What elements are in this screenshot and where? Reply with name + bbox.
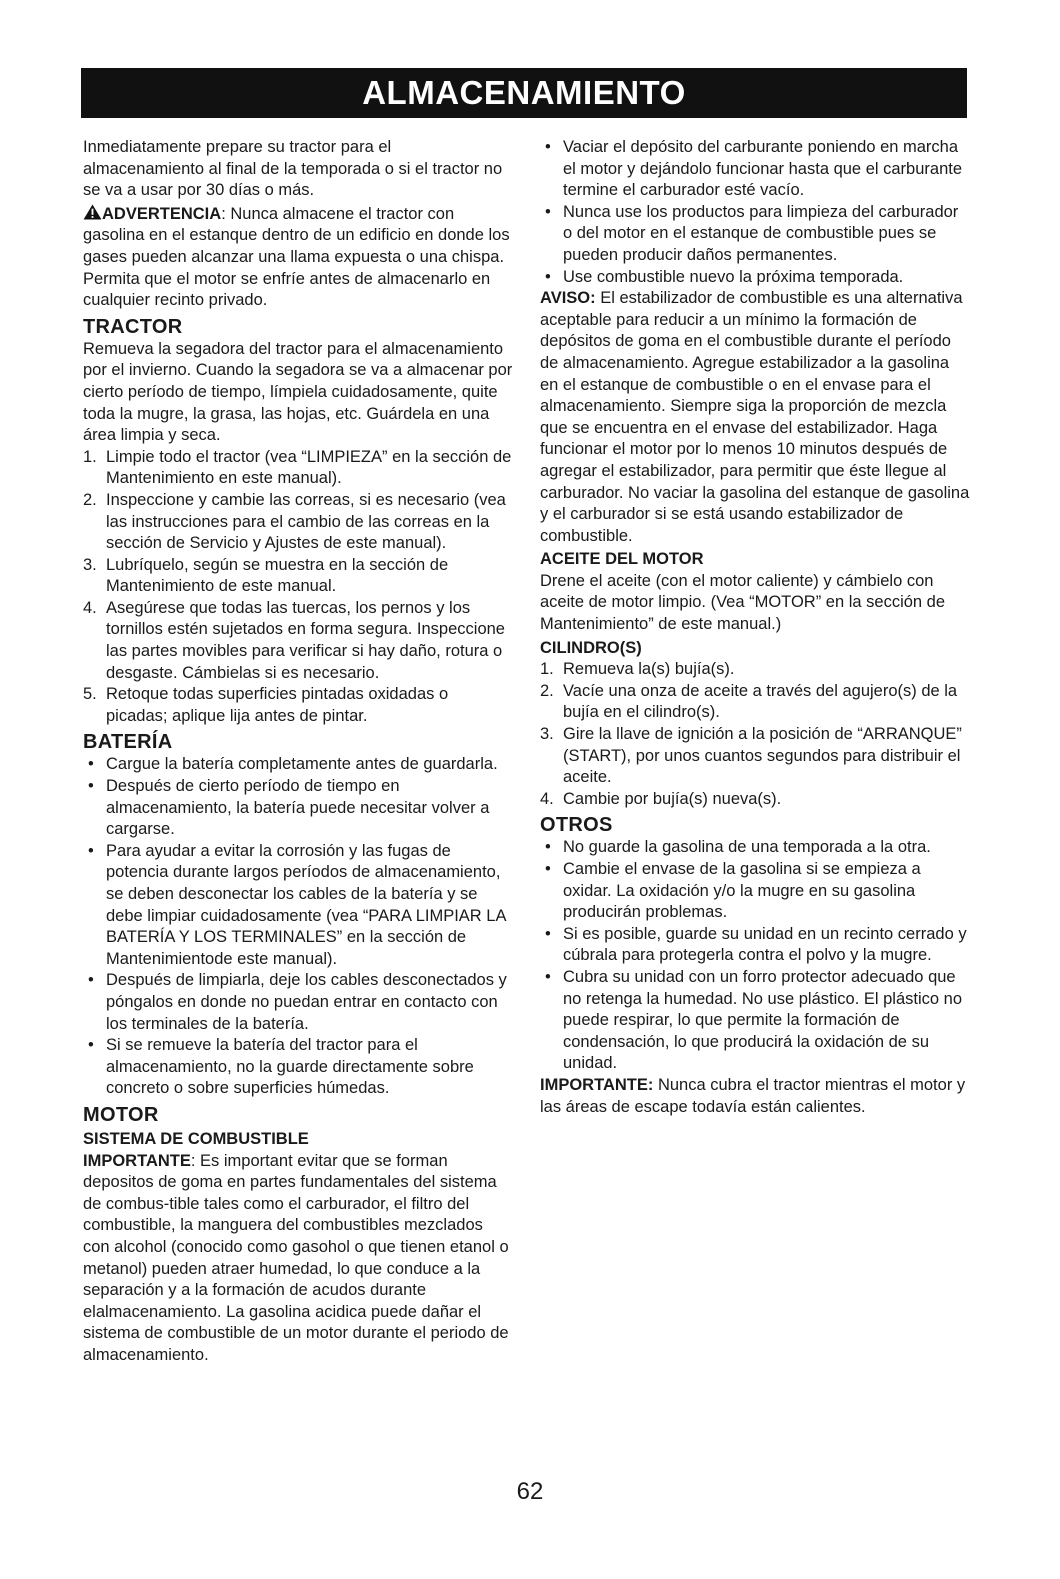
- step-text: Limpie todo el tractor (vea “LIMPIEZA” en la sección de Mantenimiento en este manual).: [106, 447, 512, 488]
- step-number: 5.: [83, 685, 97, 704]
- step-number: 2.: [540, 681, 554, 700]
- motor-bullets: [540, 137, 970, 288]
- fuel-system-subheading: SISTEMA DE COMBUSTIBLE: [83, 1129, 309, 1148]
- list-item: • Cubra su unidad con un forro protector adecuado que no retenga la humedad. No use plástico. El plástico no puede respirar, lo que permite la formación de condensación, lo que producirá la oxidación de su unidad.: [545, 967, 962, 1073]
- list-item: [540, 659, 970, 681]
- engine-oil-heading: ACEITE DEL MOTOR: [540, 550, 704, 569]
- step-number: 2.: [83, 490, 97, 509]
- list-item: • Para ayudar a evitar la corrosión y las fugas de potencia durante largos períodos de almacenamiento, se deben desconectar los cables de la batería y se debe limpiar cuidadosamente (vea “PARA LIMPIAR LA BATERÍA Y LOS TERMINALES” en la sección de Mantenimientode este manual).: [88, 841, 506, 968]
- list-item: • Después de limpiarla, deje los cables desconectados y póngalos en donde no puedan entrar en contacto con los terminales de la batería.: [88, 971, 507, 1033]
- page-number: 62: [516, 1478, 544, 1505]
- important-label: IMPORTANTE:: [540, 1075, 654, 1094]
- step-text: Cambie por bujía(s) nueva(s).: [563, 789, 782, 808]
- step-number: 4.: [540, 789, 554, 808]
- bullet-text: Si es posible, guarde su unidad en un recinto cerrado y cúbrala para protegerla contra el polvo y la mugre.: [563, 924, 967, 965]
- notice-paragraph: [540, 288, 970, 547]
- engine-oil-paragraph: Drene el aceite (con el motor caliente) y cámbielo con aceite de motor limpio. (Vea “MOTOR” en la sección de Mantenimiento” de este manual.): [540, 571, 946, 634]
- important-text: Nunca cubra el tractor mientras el motor y las áreas de escape todavía están calientes.: [540, 1075, 966, 1116]
- important-text: : Es important evitar que se forman depositos de goma en partes fundamentales del sistema de combus-tible tales como el carburador, el filtro del combustible, la manguera del combustibles mezclados con alcohol (conocido como gasohol o que tienen etanol o metanol) pueden atraer humedad, lo que conduce a la separación y a la formación de acudos durante elalmacenamiento. La gasolina acidica puede dañar el sistema de combustible de un motor durante el periodo de almacenamiento.: [83, 1151, 509, 1364]
- step-text: Asegúrese que todas las tuercas, los pernos y los tornillos estén sujetados en forma segura. Inspeccione las partes movibles para verificar si hay daño, rotura o desgaste. Cámbielas si es necesario.: [106, 598, 505, 682]
- tractor-paragraph: Remueva la segadora del tractor para el almacenamiento por el invierno. Cuando la segadora se va a almacenar por cierto período de tiempo, límpiela cuidadosamente, quite toda la mugre, la grasa, las hojas, etc. Guárdela en una área limpia y seca.: [83, 339, 513, 445]
- step-number: 3.: [540, 725, 554, 744]
- step-number: 3.: [83, 555, 97, 574]
- bullet-text: Para ayudar a evitar la corrosión y las fugas de potencia durante largos períodos de almacenamiento, se deben desconectar los cables de la batería y se debe limpiar cuidadosamente (vea “PARA LIMPIAR LA BATERÍA Y LOS TERMINALES” en la sección de Mantenimientode este manual).: [106, 841, 506, 968]
- bullet-text: Nunca use los productos para limpieza del carburador o del motor en el estanque de combustible pues se pueden producir daños permanentes.: [563, 202, 959, 264]
- step-number: 1.: [83, 447, 97, 466]
- step-text: Vacíe una onza de aceite a través del agujero(s) de la bujía en el cilindro(s).: [563, 681, 958, 722]
- warning-text: : Nunca almacene el tractor con gasolina en el estanque dentro de un edificio en donde los gases pueden alcanzar una llama expuesta o una chispa. Permita que el motor se enfríe antes de almacenarlo en cualquier recinto privado.: [83, 204, 510, 310]
- bullet-text: Después de limpiarla, deje los cables desconectados y póngalos en donde no puedan entrar en contacto con los terminales de la batería.: [106, 971, 507, 1033]
- cylinders-steps: [540, 659, 970, 810]
- list-item: • No guarde la gasolina de una temporada a la otra.: [545, 838, 931, 857]
- step-text: Inspeccione y cambie las correas, si es necesario (vea las instrucciones para el cambio de las correas en la sección de Servicio y Ajustes de este manual).: [106, 490, 506, 553]
- list-item: • Después de cierto período de tiempo en almacenamiento, la batería puede necesitar volver a cargarse.: [88, 777, 490, 839]
- notice-label: AVISO:: [540, 289, 596, 308]
- bullet-text: Cambie el envase de la gasolina si se empieza a oxidar. La oxidación y/o la mugre en su gasolina producirán problemas.: [563, 860, 921, 922]
- motor-important-paragraph: [83, 1151, 513, 1367]
- list-item: [540, 789, 970, 811]
- list-item: [83, 490, 513, 555]
- bateria-bullets: [83, 754, 513, 1100]
- list-item: • Si se remueve la batería del tractor para el almacenamiento, no la guarde directamente sobre concreto o sobre superficies húmedas.: [88, 1036, 474, 1098]
- step-number: 4.: [83, 598, 97, 617]
- bullet-text: Si se remueve la batería del tractor para el almacenamiento, no la guarde directamente sobre concreto o sobre superficies húmedas.: [106, 1036, 474, 1098]
- bullet-text: Use combustible nuevo la próxima temporada.: [563, 267, 904, 286]
- list-item: • Nunca use los productos para limpieza del carburador o del motor en el estanque de combustible pues se pueden producir daños permanentes.: [545, 202, 959, 264]
- list-item: • Cambie el envase de la gasolina si se empieza a oxidar. La oxidación y/o la mugre en su gasolina producirán problemas.: [545, 860, 921, 922]
- list-item: [83, 598, 513, 684]
- notice-text: El estabilizador de combustible es una alternativa aceptable para reducir a un mínimo la formación de depósitos de goma en el combustible durante el período de almacenamiento. Agregue estabilizador a la gasolina en el estanque de combustible o en el envase para el almacenamiento. Siempre siga la proporción de mezcla que se encuentra en el envase del estabilizador. Haga funcionar el motor por lo menos 10 minutos después de agregar el estabilizador, para permitir que éste llegue al carburador. No vaciar la gasolina del estanque de gasolina y el carburador si se está usando estabilizador de combustible.: [540, 289, 970, 545]
- bullet-text: Cargue la batería completamente antes de guardarla.: [106, 755, 498, 774]
- step-text: Remueva la(s) bujía(s).: [563, 660, 735, 679]
- list-item: [83, 447, 513, 490]
- warning-label: ADVERTENCIA: [102, 204, 222, 223]
- step-text: Retoque todas superficies pintadas oxidadas o picadas; aplique lija antes de pintar.: [106, 685, 449, 725]
- otros-heading: OTROS: [540, 814, 613, 837]
- cylinders-heading: CILINDRO(S): [540, 638, 642, 657]
- otros-bullets: [540, 837, 970, 1075]
- list-item: • Vaciar el depósito del carburante poniendo en marcha el motor y dejándolo funcionar hasta que el carburante termine el carburador esté vacío.: [545, 138, 963, 200]
- right-column: [540, 137, 970, 1118]
- tractor-steps: [83, 447, 513, 728]
- step-text: Lubríquelo, según se muestra en la sección de Mantenimiento de este manual.: [106, 555, 449, 596]
- list-item: [540, 724, 970, 789]
- intro-paragraph: Inmediatamente prepare su tractor para el almacenamiento al final de la temporada o si el tractor no se va a usar por 30 días o más.: [83, 138, 503, 200]
- important-label: IMPORTANTE: [83, 1151, 191, 1170]
- list-item: • Use combustible nuevo la próxima temporada.: [545, 267, 904, 286]
- list-item: • Cargue la batería completamente antes de guardarla.: [88, 755, 498, 774]
- bateria-heading: BATERÍA: [83, 731, 173, 754]
- step-number: 1.: [540, 660, 554, 679]
- bullet-text: Vaciar el depósito del carburante poniendo en marcha el motor y dejándolo funcionar hasta que el carburante termine el carburador esté vacío.: [563, 138, 963, 200]
- page-title: ALMACENAMIENTO: [81, 68, 967, 118]
- otros-important-paragraph: [540, 1075, 970, 1118]
- bullet-text: No guarde la gasolina de una temporada a la otra.: [563, 838, 931, 857]
- warning-triangle-icon: [83, 204, 102, 220]
- tractor-heading: TRACTOR: [83, 315, 183, 338]
- list-item: [540, 681, 970, 724]
- motor-heading: MOTOR: [83, 1103, 159, 1126]
- bullet-text: Después de cierto período de tiempo en almacenamiento, la batería puede necesitar volver a cargarse.: [106, 777, 490, 839]
- list-item: • Si es posible, guarde su unidad en un recinto cerrado y cúbrala para protegerla contra el polvo y la mugre.: [545, 924, 967, 965]
- list-item: [83, 684, 513, 727]
- step-text: Gire la llave de ignición a la posición de “ARRANQUE” (START), por unos cuantos segundos para distribuir el aceite.: [563, 725, 962, 787]
- left-column: [83, 137, 513, 1366]
- bullet-text: Cubra su unidad con un forro protector adecuado que no retenga la humedad. No use plástico. El plástico no puede respirar, lo que permite la formación de condensación, lo que producirá la oxidación de su unidad.: [563, 967, 962, 1073]
- list-item: [83, 555, 513, 598]
- warning-paragraph: [83, 204, 513, 312]
